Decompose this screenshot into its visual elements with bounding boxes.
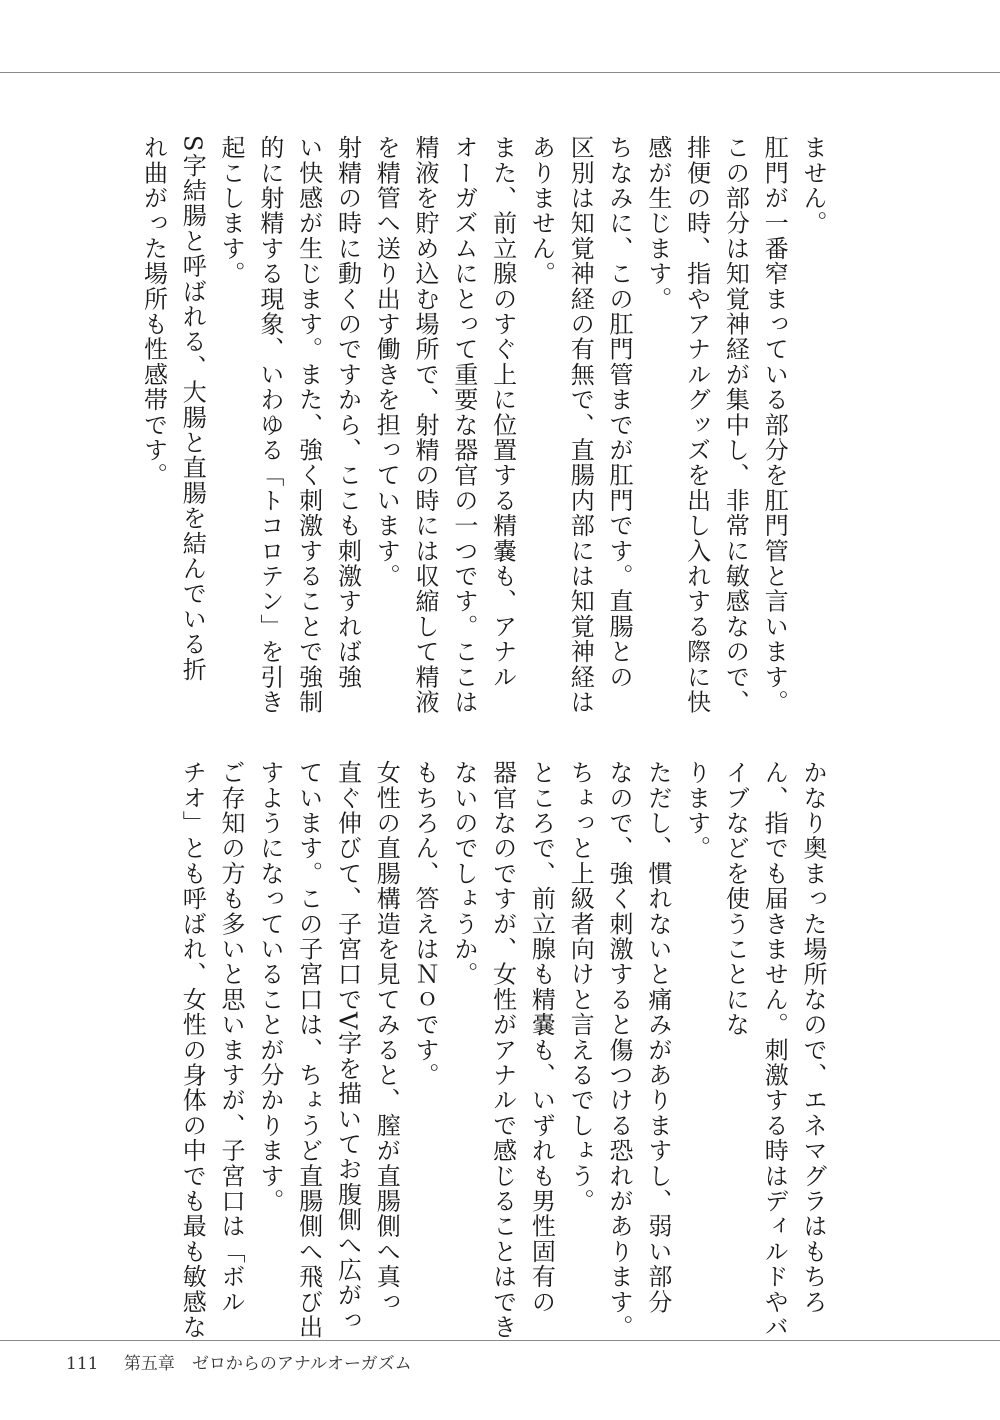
text-line: い快感が生じます。また、強く刺激することで強制 <box>294 135 323 715</box>
text-line: ありません。 <box>527 135 556 287</box>
text-line: 射精の時に動くのですから、ここも刺激すれば強 <box>333 135 362 690</box>
text-line: 肛門が一番窄まっている部分を肛門管と言います。 <box>760 135 789 715</box>
text-line: を精管へ送り出す働きを担っています。 <box>372 135 401 589</box>
text-line: 直ぐ伸びて、子宮口でV字を描いてお腹側へ広がっ <box>333 760 362 1333</box>
text-line: ないのでしょうか。 <box>449 760 478 987</box>
text-line: れ曲がった場所も性感帯です。 <box>139 135 168 488</box>
text-line: オーガズムにとって重要な器官の一つです。ここは <box>449 135 478 715</box>
text-line: ります。 <box>682 760 711 861</box>
text-line: 精液を貯め込む場所で、射精の時には収縮して精液 <box>411 135 440 715</box>
page-footer <box>66 1349 412 1374</box>
text-line: また、前立腺のすぐ上に位置する精嚢も、アナル <box>488 135 517 690</box>
text-line: 排便の時、指やアナルグッズを出し入れする際に快 <box>682 135 711 715</box>
text-line: すようになっていることが分かります。 <box>255 760 284 1214</box>
text-line: この部分は知覚神経が集中し、非常に敏感なので、 <box>721 135 750 715</box>
text-line: ちなみに、この肛門管までが肛門です。直腸との <box>605 135 634 690</box>
text-line: ご存知の方も多いと思いますが、子宮口は「ボル <box>217 760 246 1315</box>
bottom-rule <box>0 1340 1000 1341</box>
text-line: なので、強く刺激すると傷つける恐れがあります。 <box>605 760 634 1340</box>
text-line: 区別は知覚神経の有無で、直腸内部には知覚神経は <box>566 135 595 715</box>
text-line: もちろん、答えはＮｏです。 <box>411 760 440 1088</box>
text-line: ています。この子宮口は、ちょうど直腸側へ飛び出 <box>294 760 323 1340</box>
text-line: ところで、前立腺も精嚢も、いずれも男性固有の <box>527 760 556 1315</box>
lower-text-block <box>172 760 832 1340</box>
chapter-title: 第五章 ゼロからのアナルオーガズム <box>123 1354 412 1374</box>
text-line: かなり奥まった場所なので、エネマグラはもちろ <box>799 760 827 1315</box>
text-line: イブなどを使うことにな <box>721 760 750 1038</box>
text-line: 女性の直腸構造を見てみると、膣が直腸側へ真っ <box>372 760 401 1315</box>
text-line: 感が生じます。 <box>643 135 672 312</box>
text-line: ません。 <box>799 135 827 236</box>
text-line: S字結腸と呼ばれる、大腸と直腸を結んでいる折 <box>178 135 207 682</box>
text-line: 的に射精する現象、いわゆる「トコロテン」を引き <box>255 135 284 715</box>
upper-text-block <box>134 135 832 715</box>
text-line: チオ」とも呼ばれ、女性の身体の中でも最も敏感な <box>178 760 207 1340</box>
text-line: ん、指でも届きません。刺激する時はディルドやバ <box>760 760 789 1340</box>
text-line: ちょっと上級者向けと言えるでしょう。 <box>566 760 595 1214</box>
text-line: 起こします。 <box>217 135 246 287</box>
text-line: 器官なのですが、女性がアナルで感じることはでき <box>488 760 517 1340</box>
top-rule <box>0 72 1000 73</box>
text-line: ただし、慣れないと痛みがありますし、弱い部分 <box>643 760 672 1315</box>
page-number: 111 <box>66 1354 99 1374</box>
